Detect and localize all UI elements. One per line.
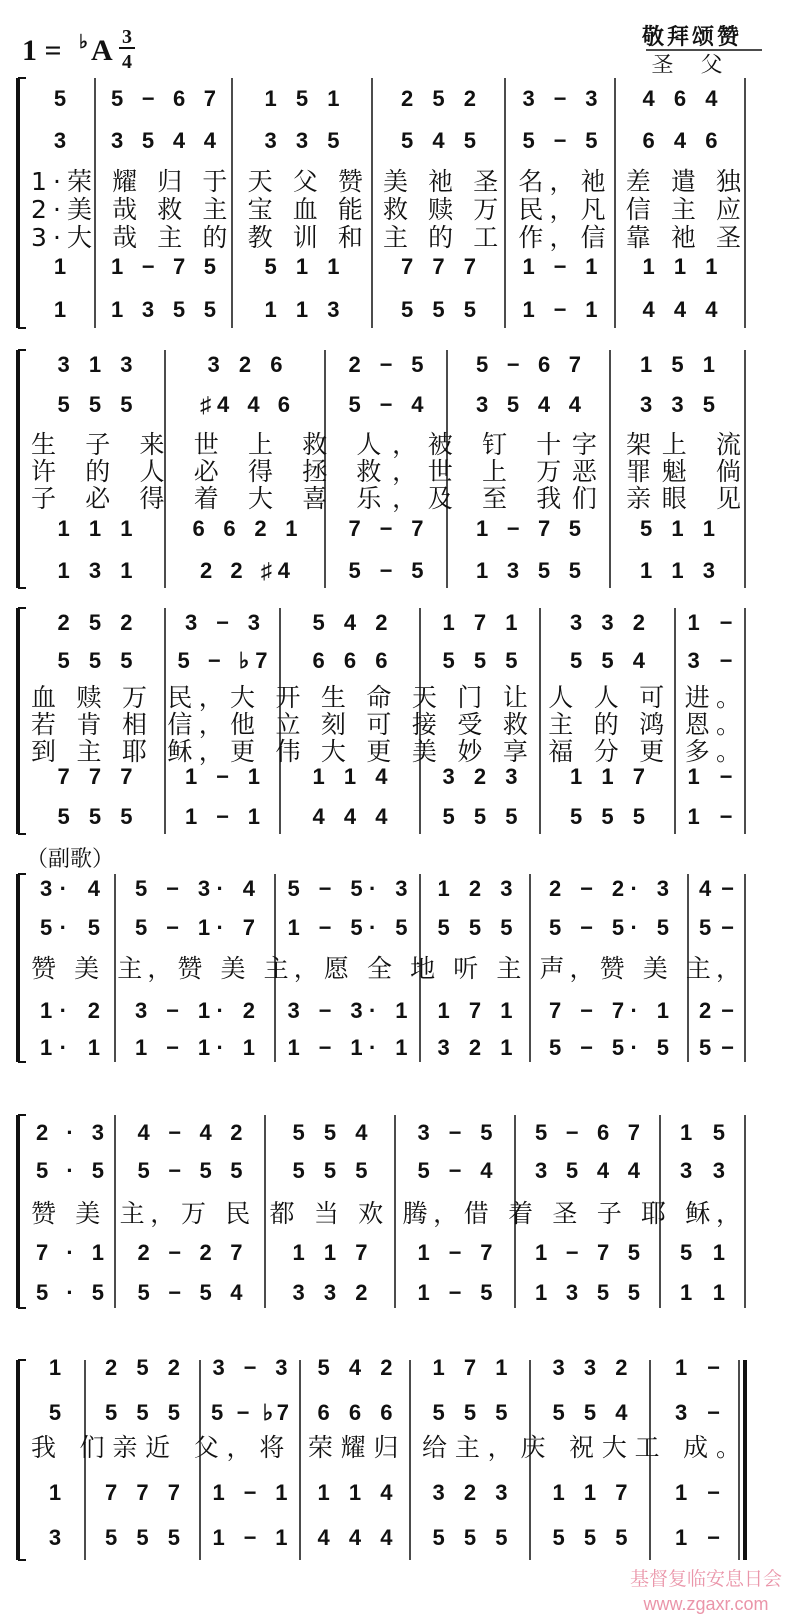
note-group: 3 5 4 4 [535,1158,640,1183]
note-group: 5 1 1 [640,516,715,541]
note-group: 5 − 4 [348,392,424,417]
note-group: 3 [48,1525,62,1550]
note-group: 3 3 2 [552,1355,628,1380]
note-group: 1 − 1 [522,254,598,279]
note-group: 1 [53,254,67,279]
note-group: 5 5 5 [105,1400,180,1425]
note-group: 5 − [699,1035,734,1060]
note-group: 5 − 5 [522,128,598,153]
note-group: 3 5 4 4 [111,128,216,153]
note-group: 5 [53,86,67,111]
note-group: 3 − 3 [185,610,260,635]
note-group: 5 − [699,915,734,940]
note-group: 2 − 5 [348,352,424,377]
note-group: 1 − [675,1355,720,1380]
note-group: 3 − 3 [212,1355,288,1380]
note-group: 5 5 5 [437,915,513,940]
note-group: 5 − 5· 5 [549,1035,669,1060]
note-group: 1· 1 [40,1035,100,1060]
note-group: 1 2 3 [437,876,513,901]
note-group: 4 4 4 [642,297,718,322]
note-group: 5 5 5 [442,804,518,829]
note-group: 5 − 5 [348,558,424,583]
song-title: 敬拜颂赞 [641,25,743,50]
note-group: 1 − 5 [417,1280,493,1305]
note-group: 5 4 2 [317,1355,393,1380]
note-group: 5 5 5 [570,804,645,829]
note-group: 5 5 5 [292,1158,368,1183]
note-group: 4 − [699,876,734,901]
note-group: 3 − 3· 1 [287,998,408,1023]
note-group: 1 5 1 [640,352,715,377]
note-group: 1 1 [680,1280,725,1305]
note-group: 1 − [687,804,733,829]
note-group: 5 4 2 [312,610,388,635]
note-group: 5 5 5 [57,804,133,829]
note-group: 1 − 7 [417,1240,493,1265]
note-group: 5 1 [680,1240,725,1265]
note-group: 6 6 6 [312,648,388,673]
note-group: 1 [53,297,67,322]
note-group: 1 − 7 5 [476,516,581,541]
time-signature-top: 3 [122,26,132,48]
note-group: 6 4 6 [642,128,718,153]
system-6 [18,1355,745,1560]
note-group: 5 5 5 [552,1525,628,1550]
note-group: ♯4 4 6 [200,392,290,417]
note-group: 1 5 1 [264,86,340,111]
note-group: 1· 2 [40,998,100,1023]
note-group: 1 − 7 5 [535,1240,640,1265]
note-group: 1 − 5· 5 [287,915,408,940]
note-group: 1 1 3 [264,297,340,322]
note-group: 5 5 5 [57,392,133,417]
note-group: 4 − 4 2 [137,1120,243,1145]
watermark-line1: 基督复临安息日会 [629,1568,783,1590]
note-group: 5 5 4 [552,1400,628,1425]
lyric-line: 许 的 人 必 得 拯 救，世 上 万恶 罪魁 倘 [31,457,741,486]
note-group: 5 5 4 [292,1120,368,1145]
time-signature-bottom: 4 [122,51,132,73]
system-1 [18,78,745,328]
note-group: 5 − 6 7 [535,1120,640,1145]
note-group: 3 5 4 4 [476,392,581,417]
system-2 [18,350,745,588]
note-group: 1 − 1 [522,297,598,322]
note-group: 3 3 2 [292,1280,368,1305]
note-group: 3 2 1 [437,1035,513,1060]
note-group: 5 [48,1400,62,1425]
lyric-line: 子 必 得 着 大 喜 乐，及 至 我们 亲眼 见 [31,484,741,513]
note-group: 5 5 5 [432,1400,508,1425]
note-group: 2 · 3 [36,1120,104,1145]
note-group: 1 [48,1480,62,1505]
note-group: 5 − ♭7 [177,648,268,673]
note-group: 1 1 3 [640,558,715,583]
note-group: 5 − ♭7 [211,1400,289,1425]
note-group: 1 1 7 [570,764,645,789]
note-group: 3 3 [680,1158,725,1183]
note-group: 7 · 1 [36,1240,104,1265]
watermark-line2: www.zgaxr.com [643,1594,769,1614]
note-group: 7 7 7 [105,1480,180,1505]
note-group: 5 − 6 7 [111,86,216,111]
note-group: 5 − 5· 5 [549,915,669,940]
note-group: 3 2 3 [442,764,518,789]
note-group: 5 − 3· 4 [135,876,255,901]
note-group: 5 − 5 5 [137,1158,243,1183]
note-group: 5 5 4 [570,648,645,673]
lyric-line: 3·大 哉 主 的 教 训 和 主 的 工 作，信 靠 祂 圣 [31,223,741,252]
note-group: 3 − [687,648,733,673]
note-group: 1 1 7 [292,1240,368,1265]
note-group: 4 4 4 [312,804,388,829]
note-group: 5 5 5 [432,1525,508,1550]
note-group: 7 7 7 [57,764,133,789]
note-group: 6 6 2 1 [192,516,298,541]
note-group: 5 − 4 [417,1158,493,1183]
lyric-line: 赞 美 主，赞 美 主，愿 全 地 听 主 声，赞 美 主， [31,954,741,983]
system-5 [18,1115,745,1308]
note-group: 1 7 1 [442,610,518,635]
note-group: 3 3 5 [264,128,340,153]
song-author: 圣 父 [651,53,733,78]
note-group: 1 3 5 5 [111,297,216,322]
note-group: 1 − 1 [212,1525,288,1550]
note-group: 3· 4 [40,876,100,901]
note-group: 2 2 ♯4 [200,558,290,583]
system-3 [18,608,745,834]
note-group: 5 − 5· 3 [287,876,408,901]
note-group: 3 [53,128,67,153]
note-group: 2 − 2 7 [137,1240,243,1265]
note-group: 1 − [675,1525,720,1550]
key-note: A [91,34,113,67]
note-group: 1 − 7 5 [111,254,216,279]
lyric-line: 2·美 哉 救 主 宝 血 能 救 赎 万 民，凡 信 主 应 [31,195,741,224]
note-group: 1 − [687,610,733,635]
note-group: 2 5 2 [105,1355,180,1380]
note-group: 6 6 6 [317,1400,393,1425]
note-group: 5 4 5 [401,128,476,153]
chorus-label: （副歌） [26,847,115,872]
key-flat: ♭ [79,32,88,53]
lyric-line: 生 子 来 世 上 救 人，被 钉 十字 架上 流 [31,430,741,459]
note-group: 5 5 5 [401,297,476,322]
lyric-line: 到 主 耶 稣，更 伟 大 更 美 妙 享 福 分 更 多。 [31,737,741,766]
note-group: 3 − 1· 2 [135,998,255,1023]
note-group: 4 6 4 [642,86,718,111]
note-group: 3 − 3 [522,86,598,111]
note-group: 3 − [675,1400,720,1425]
note-group: 1 − [675,1480,720,1505]
note-group: 1 1 4 [312,764,388,789]
note-group: 3 2 6 [207,352,283,377]
lyric-line: 若 肯 相 信，他 立 刻 可 接 受 救 主 的 鸿 恩。 [31,710,741,739]
note-group: 5 − 1· 7 [135,915,255,940]
note-group: 1 − 1 [212,1480,288,1505]
lyric-line: 赞 美 主，万 民 都 当 欢 腾，借 着 圣 子 耶 稣， [31,1199,741,1228]
note-group: 5 − 5 4 [137,1280,243,1305]
note-group: 1 [48,1355,62,1380]
note-group: 1 7 1 [432,1355,508,1380]
note-group: 3 2 3 [432,1480,508,1505]
note-group: 2 5 2 [57,610,133,635]
note-group: 7 7 7 [401,254,476,279]
note-group: 5· 5 [40,915,100,940]
note-group: 1 7 1 [437,998,513,1023]
note-group: 1 1 7 [552,1480,628,1505]
note-group: 1 − 1 [185,804,260,829]
note-group: 2 − [699,998,734,1023]
note-group: 5 1 1 [264,254,340,279]
note-group: 4 4 4 [317,1525,393,1550]
system-4 [18,874,745,1062]
note-group: 1 1 1 [642,254,718,279]
note-group: 2 − 2· 3 [549,876,669,901]
systems-layer [18,78,745,1560]
note-group: 2 5 2 [401,86,476,111]
note-group: 7 − 7 [348,516,424,541]
note-group: 1 3 1 [57,558,133,583]
key-prefix: 1 = [22,34,62,67]
lyric-line: 我 们亲近 父，将 荣耀归 给主，庆 祝大工 成。 [31,1433,741,1462]
note-group: 7 − 7· 1 [549,998,669,1023]
note-group: 1 1 4 [317,1480,393,1505]
note-group: 5 · 5 [36,1280,104,1305]
note-group: 3 3 2 [570,610,645,635]
note-group: 3 − 5 [417,1120,493,1145]
note-group: 5 5 5 [105,1525,180,1550]
note-group: 3 1 3 [57,352,133,377]
note-group: 1 1 1 [57,516,133,541]
note-group: 5 · 5 [36,1158,104,1183]
lyric-line: 1·荣 耀 归 于 天 父 赞 美 祂 圣 名，祂 差 遣 独 [31,167,741,196]
note-group: 1 − 1· 1 [135,1035,255,1060]
note-group: 5 − 6 7 [476,352,581,377]
lyric-line: 血 赎 万 民，大 开 生 命 天 门 让 人 人 可 进。 [31,683,741,712]
note-group: 5 5 5 [57,648,133,673]
note-group: 1 5 [680,1120,725,1145]
note-group: 1 − 1· 1 [287,1035,408,1060]
note-group: 1 − 1 [185,764,260,789]
note-group: 1 3 5 5 [535,1280,640,1305]
note-group: 5 5 5 [442,648,518,673]
note-group: 1 3 5 5 [476,558,581,583]
note-group: 3 3 5 [640,392,715,417]
note-group: 1 − [687,764,733,789]
